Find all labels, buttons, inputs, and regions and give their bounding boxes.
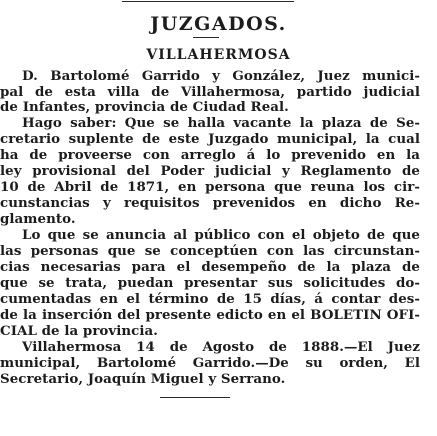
paragraph-line: cunstancias y requisitos prevenidos en dicho Re- [0, 195, 420, 211]
signature-line: Secretario, Joaquín Miguel y Serrano. [0, 371, 286, 387]
closing-rule [160, 397, 230, 398]
signature-line: Villahermosa 14 de Agosto de 1888.—El Juez [22, 339, 420, 355]
title-underline [193, 37, 219, 38]
paragraph-line: las personas que se conceptúen con las circunstan- [0, 243, 420, 259]
paragraph-line: ha de proveerse con arreglo á lo prevenido en la [0, 147, 420, 163]
paragraph-line: cias necesarias para el desempeño de la plaza de [0, 259, 420, 275]
top-rule [122, 1, 294, 2]
paragraph-line: de la inserción del presente edicto en el BOLETIN OFI- [0, 307, 420, 323]
paragraph-line: CIAL de la provincia. [0, 323, 158, 339]
paragraph-line: que se trata, puedan presentar sus solicitudes do- [0, 275, 420, 291]
signature-line: municipal, Bartolomé Garrido.—De su orden, El [0, 355, 420, 371]
paragraph-line: cretario suplente de este Juzgado municipal, la cual [0, 131, 420, 147]
paragraph-line: cumentadas en el término de 15 días, á contar des- [0, 291, 420, 307]
section-title: JUZGADOS. [150, 13, 287, 35]
paragraph-line: ley provisional del Poder judicial y Reglamento de [0, 163, 420, 179]
paragraph-line: de Infantes, provincia de Ciudad Real. [0, 99, 289, 115]
town-heading: VILLAHERMOSA [146, 47, 291, 63]
paragraph-line: D. Bartolomé Garrido y González, Juez munici- [22, 68, 420, 84]
paragraph-line: pal de esta villa de Villahermosa, partido judicial [0, 84, 420, 100]
paragraph-line: Hago saber: Que se halla vacante la plaza de Se- [22, 115, 420, 131]
paragraph-line: 10 de Abril de 1871, en persona que reuna los cir- [0, 179, 420, 195]
paragraph-line: glamento. [0, 211, 76, 227]
paragraph-line: Lo que se anuncia al público con el objeto de que [22, 227, 420, 243]
